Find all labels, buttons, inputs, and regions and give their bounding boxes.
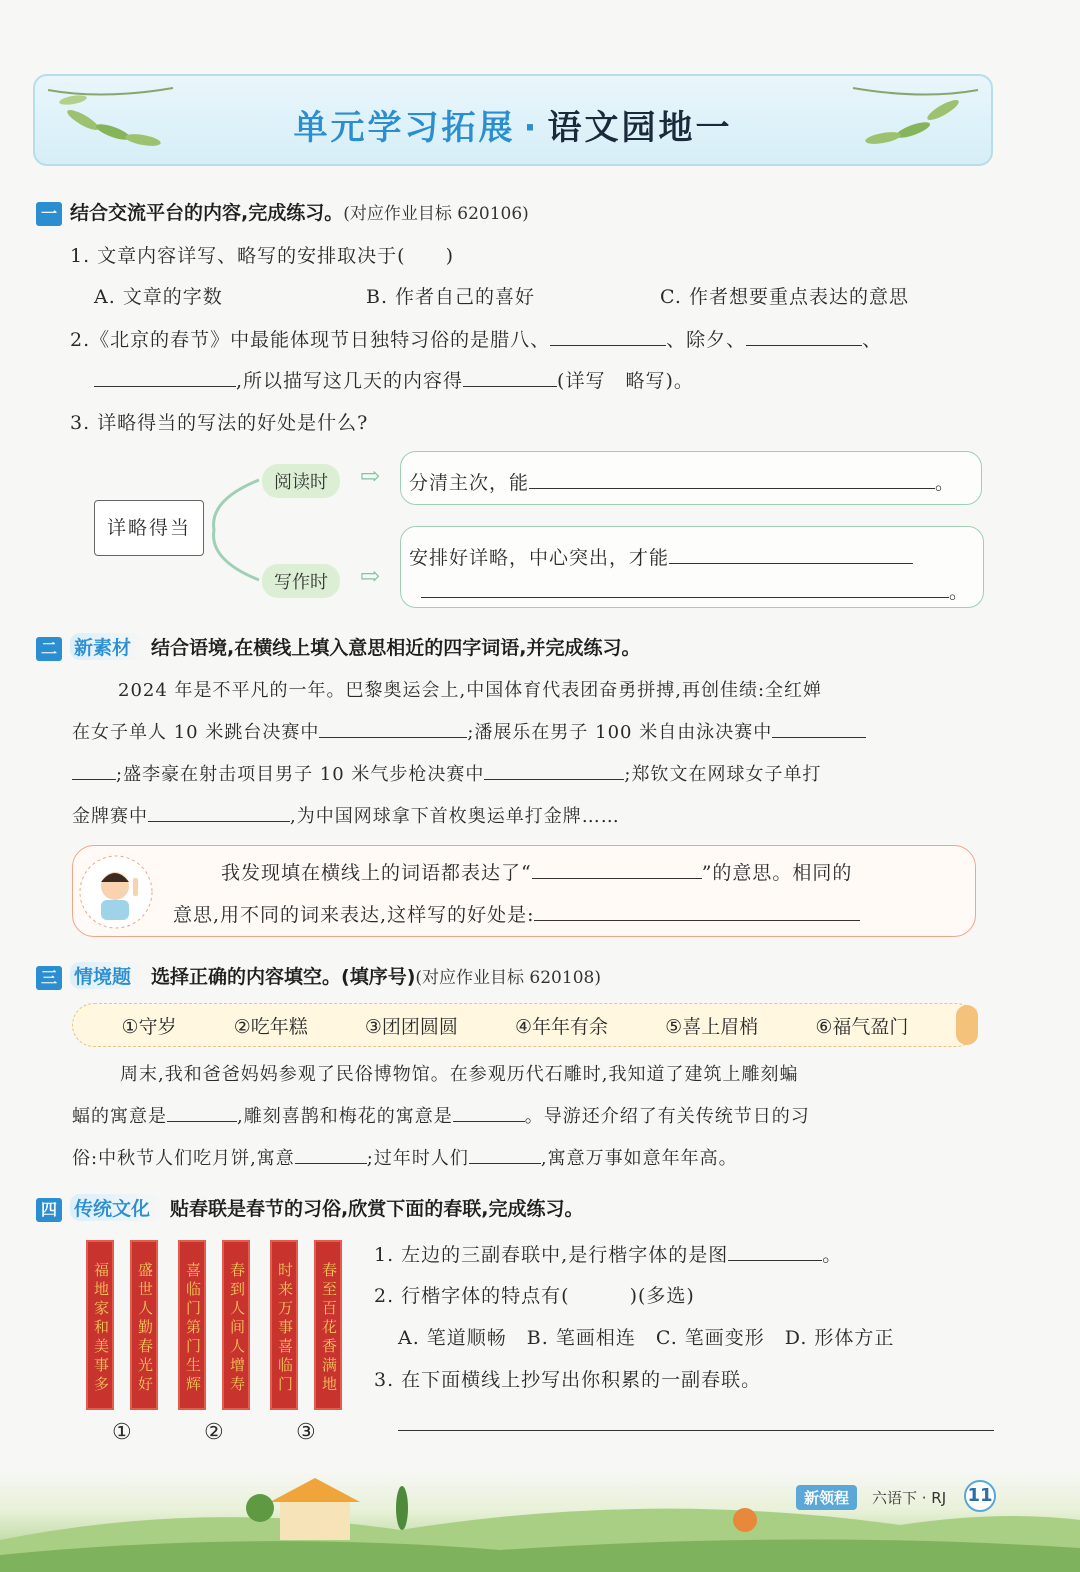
s2-blank2b[interactable]	[72, 762, 116, 780]
couplet-label-3: ③	[296, 1420, 316, 1445]
couplet-label-1: ①	[112, 1420, 132, 1445]
s2-para-line2	[72, 718, 866, 744]
s3-option-2: ②吃年糕	[233, 1015, 308, 1038]
s2-note-text-2: 意思,用不同的词来表达,这样写的好处是:	[173, 904, 535, 926]
s4-q1	[374, 1240, 842, 1267]
s1-q2-text-d: ,所以描写这几天的内容得	[236, 370, 464, 392]
banner-dot: ·	[523, 108, 540, 148]
couplet-2-right: 春到人间人增寿	[222, 1240, 250, 1410]
s4-q1-blank[interactable]	[728, 1242, 822, 1261]
s2-para-line4	[72, 802, 620, 828]
s1-q2-text-e: (详写 略写)。	[557, 370, 694, 392]
s2-text-2b: ;潘展乐在男子 100 米自由泳决赛中	[467, 722, 773, 743]
banner-title-part1: 单元学习拓展	[293, 108, 516, 148]
read-text	[409, 468, 955, 495]
s3-option-4: ④年年有余	[515, 1015, 609, 1038]
write-text-line2	[421, 577, 969, 604]
s2-blank4[interactable]	[148, 804, 290, 822]
s3-blank1[interactable]	[167, 1104, 237, 1122]
write-blank2[interactable]	[421, 579, 949, 598]
s3-blank4[interactable]	[469, 1146, 541, 1164]
s1-q1: 1. 文章内容详写、略写的安排取决于( )	[70, 245, 454, 267]
s2-text-4a: 金牌赛中	[72, 806, 148, 827]
s1-q2-blank3[interactable]	[94, 368, 236, 387]
write-label: 写作时	[262, 564, 340, 598]
section2-heading	[36, 633, 640, 661]
s3-text-2b: ,雕刻喜鹊和梅花的寓意是	[237, 1106, 453, 1127]
page-number: 11	[964, 1480, 996, 1512]
section2-number: 二	[36, 637, 62, 661]
s1-q2-line2	[94, 366, 694, 393]
s1-q2-text-a: 2.《北京的春节》中最能体现节日独特习俗的是腊八、	[70, 329, 551, 351]
read-arrow-icon: ⇨	[360, 462, 381, 490]
section1-number: 一	[36, 202, 62, 226]
section4-heading	[36, 1194, 583, 1222]
read-label: 阅读时	[262, 464, 340, 498]
s1-q2-blank4[interactable]	[463, 368, 557, 387]
boy-avatar-icon	[77, 852, 155, 932]
s3-para-line2	[72, 1102, 810, 1128]
s1-q2-line1	[70, 325, 882, 352]
section1-note: (对应作业目标 620106)	[343, 204, 529, 224]
mindmap-brace-icon	[204, 470, 264, 590]
read-box	[400, 451, 982, 505]
s2-note-line2	[173, 900, 860, 927]
s2-blank3[interactable]	[484, 762, 624, 780]
s4-q2: 2. 行楷字体的特点有( )(多选)	[374, 1285, 695, 1307]
s4-q3: 3. 在下面横线上抄写出你积累的一副春联。	[374, 1369, 762, 1391]
mindmap-root: 详略得当	[94, 500, 204, 556]
s3-blank2[interactable]	[453, 1104, 525, 1122]
section4-title: 贴春联是春节的习俗,欣赏下面的春联,完成练习。	[170, 1198, 584, 1220]
section3-number: 三	[36, 966, 62, 990]
unit-banner	[33, 74, 993, 166]
s2-text-3b: ;郑钦文在网球女子单打	[624, 764, 822, 785]
s2-para-line1: 2024 年是不平凡的一年。巴黎奥运会上,中国体育代表团奋勇拼搏,再创佳绩:全红婵	[118, 680, 823, 701]
write-blank1[interactable]	[669, 545, 913, 564]
s2-note-blank2[interactable]	[534, 902, 860, 921]
s3-text-2a: 蝠的寓意是	[72, 1106, 167, 1127]
s1-q2-text-c: 、	[862, 329, 883, 351]
read-period: 。	[935, 472, 956, 494]
write-arrow-icon: ⇨	[360, 562, 381, 590]
section2-tag: 新素材	[70, 633, 143, 660]
section2-title: 结合语境,在横线上填入意思相近的四字词语,并完成练习。	[151, 637, 641, 659]
section3-title: 选择正确的内容填空。(填序号)	[151, 966, 416, 988]
read-blank[interactable]	[529, 470, 935, 489]
couplet-3-left: 时来万事喜临门	[270, 1240, 298, 1410]
section1-title: 结合交流平台的内容,完成练习。	[70, 202, 344, 224]
s3-para-line1: 周末,我和爸爸妈妈参观了民俗博物馆。在参观历代石雕时,我知道了建筑上雕刻蝙	[120, 1064, 799, 1085]
section4-number: 四	[36, 1198, 62, 1222]
s3-option-3: ③团团圆圆	[364, 1015, 458, 1038]
s4-q1-text-a: 1. 左边的三副春联中,是行楷字体的是图	[374, 1244, 729, 1266]
couplet-3-right: 春至百花香满地	[314, 1240, 342, 1410]
s2-text-3a: ;盛李豪在射击项目男子 10 米气步枪决赛中	[116, 764, 485, 785]
s3-options-cap	[956, 1005, 978, 1045]
s1-q3: 3. 详略得当的写法的好处是什么?	[70, 412, 369, 434]
s2-text-2a: 在女子单人 10 米跳台决赛中	[72, 722, 320, 743]
section3-tag: 情境题	[70, 962, 143, 989]
s2-note-box	[72, 845, 976, 937]
s4-q3-answer-line[interactable]	[398, 1430, 994, 1431]
section3-heading	[36, 962, 601, 990]
write-text-label: 安排好详略，中心突出，才能	[409, 547, 670, 569]
s2-blank1[interactable]	[319, 720, 467, 738]
section4-tag: 传统文化	[70, 1194, 162, 1221]
s4-q2-options: A. 笔道顺畅 B. 笔画相连 C. 笔画变形 D. 形体方正	[398, 1327, 895, 1349]
section1-heading	[36, 198, 529, 226]
s1-q1-option-a: A. 文章的字数	[94, 286, 223, 308]
s2-note-text-1a: 我发现填在横线上的词语都表达了“	[221, 862, 532, 884]
s1-q1-option-b: B. 作者自己的喜好	[366, 286, 536, 308]
footer-landscape	[0, 1470, 1080, 1572]
couplet-1-right: 盛世人勤春光好	[130, 1240, 158, 1410]
write-text	[409, 543, 913, 570]
couplet-label-2: ②	[204, 1420, 224, 1445]
banner-title	[35, 100, 991, 149]
s1-q2-text-b: 、除夕、	[666, 329, 747, 351]
s3-option-6: ⑥福气盈门	[815, 1015, 909, 1038]
s3-blank3[interactable]	[295, 1146, 367, 1164]
s1-q2-blank1[interactable]	[550, 327, 666, 346]
s1-q1-option-c: C. 作者想要重点表达的意思	[660, 286, 909, 308]
s3-text-2c: 。导游还介绍了有关传统节日的习	[524, 1106, 810, 1127]
couplet-2-left: 喜临门第门生辉	[178, 1240, 206, 1410]
write-box	[400, 526, 984, 608]
s3-text-3c: ,寓意万事如意年年高。	[540, 1148, 738, 1169]
s3-text-3b: ;过年时人们	[366, 1148, 469, 1169]
brand-badge: 新领程	[796, 1485, 857, 1510]
s3-option-1: ①守岁	[121, 1015, 177, 1038]
read-text-label: 分清主次，能	[409, 472, 530, 494]
s2-note-text-1b: ”的意思。相同的	[701, 862, 853, 884]
banner-title-part2: 语文园地一	[547, 108, 733, 148]
write-period: 。	[949, 581, 970, 603]
s2-text-4b: ,为中国网球拿下首枚奥运单打金牌……	[290, 806, 620, 827]
couplet-1-left: 福地家和美事多	[86, 1240, 114, 1410]
grade-label: 六语下 · RJ	[872, 1489, 947, 1507]
s3-option-5: ⑤喜上眉梢	[665, 1015, 759, 1038]
s2-note-blank1[interactable]	[532, 860, 702, 879]
s4-q1-text-b: 。	[822, 1244, 843, 1266]
s3-para-line3	[72, 1144, 738, 1170]
landscape-icon	[0, 1470, 1080, 1572]
s3-options-bar	[72, 1003, 978, 1047]
section3-note: (对应作业目标 620108)	[415, 968, 601, 988]
s1-q2-blank2[interactable]	[746, 327, 862, 346]
s2-note-line1	[221, 858, 852, 885]
s2-blank2a[interactable]	[772, 720, 866, 738]
s2-para-line3	[72, 760, 822, 786]
s3-text-3a: 俗:中秋节人们吃月饼,寓意	[72, 1148, 295, 1169]
